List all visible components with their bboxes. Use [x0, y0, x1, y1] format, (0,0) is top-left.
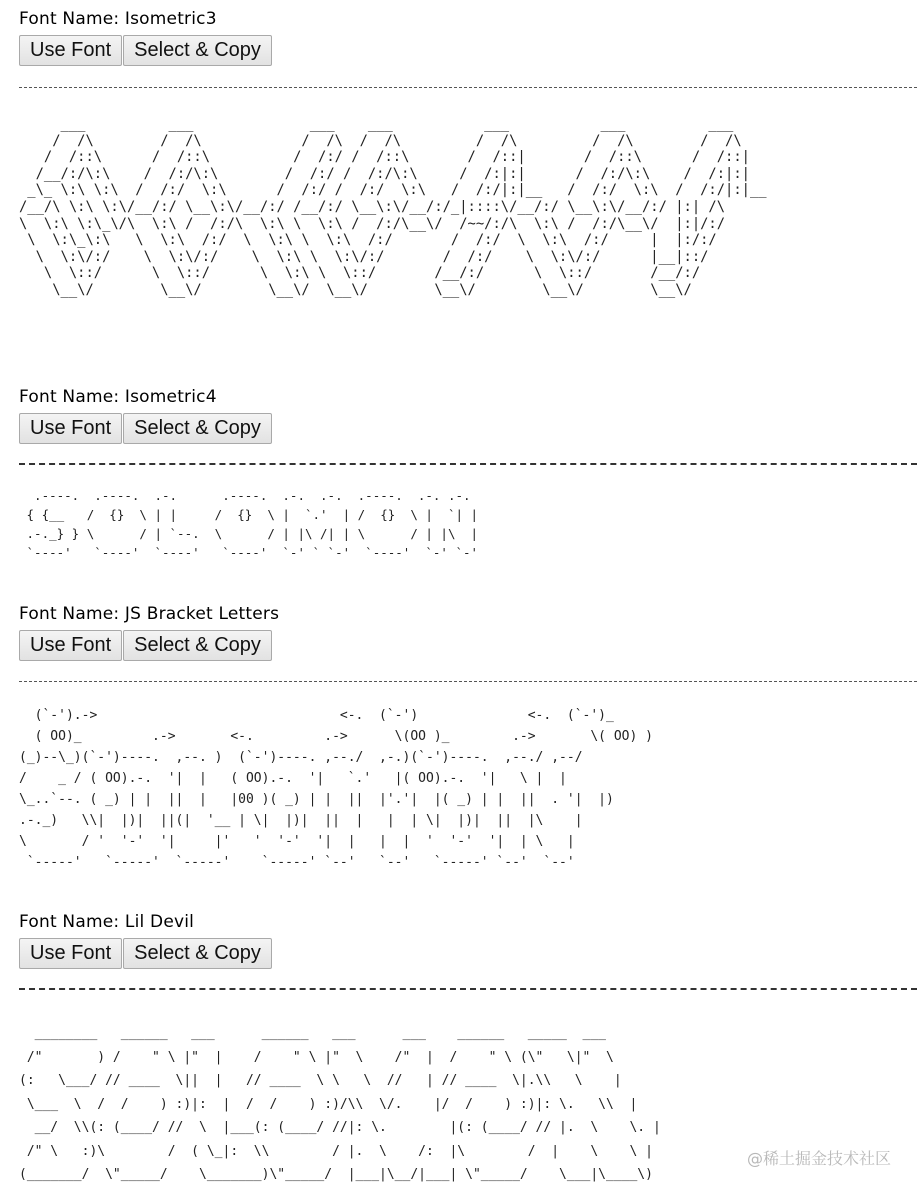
font-name-label: Font Name: Isometric4	[19, 387, 217, 407]
ascii-art-isometric3: ___ ___ ___ ___ ___ ___ ___ / /\ / /\ / /\ / /\ / /\ / /\ / /\ / /::\ / /::\ / /:/ / /::\ / /::| / /::\ / /::| /__/:/\:\ / /:/\:\ / /:/ / /:/\:\ / /:|:| / /:/\:\ / /:|:| _\_ \:\ \:\ / /:/ \:\ / /:/ / /:/ \:\ / /:/|:|__ / /:/ \:\ / /:/|:|__ /__/\ \:\ \:\/__/:/ \__\:\/__/:/ /__/:/ \__\:\/__/:/_|::::\/__/:/ \__\:\/__/:/ |:| /\ \ \:\ \:\_\/\ \:\ / /:/\ \:\ \ \:\ / /:/\__\/ /~~/:/\ \:\ / /:/\__\/ |:|/:/ \ \:\_\:\ \ \:\ /:/ \ \:\ \ \:\ /:/ / /:/ \ \:\ /:/ | |:/:/ \ \:\/:/ \ \:\/:/ \ \:\ \ \:\/:/ / /:/ \ \:\/:/ |__|::/ \ \::/ \ \::/ \ \:\ \ \::/ /__/:/ \ \::/ /__/:/ \__\/ \__\/ \__\/ \__\/ \__\/ \__\/ \__\/	[19, 116, 767, 298]
separator	[19, 681, 917, 682]
separator	[19, 463, 917, 465]
font-entry-isometric3	[19, 9, 273, 66]
font-name-label: Font Name: Isometric3	[19, 9, 217, 29]
use-font-button[interactable]: Use Font	[19, 35, 122, 66]
ascii-art-lil-devil: ________ ______ ___ ______ ___ ___ ______ _____ ___ /" ) / " \ |" | / " \ |" \ /" | / " \ (\" \|" \ (: \___/ // ____ \|| | // ____ \ \ \ // | // ____ \|.\\ \ | \___ \ / / ) :)|: | / / ) :)/\\ \/. |/ / ) :)|: \. \\ | __/ \\(: (____/ // \ |___(: (____/ //|: \. |(: (____/ // |. \ \. | /" \ :)\ / ( \_|: \\ / |. \ /: |\ / | \ \ | (_______/ \"_____/ \_______)\"_____/ |___|\__/|___| \"_____/ \___|\____\)	[19, 1026, 661, 1182]
font-entry-js-bracket-letters	[19, 604, 279, 661]
separator	[19, 87, 917, 88]
font-actions	[19, 35, 273, 66]
ascii-art-isometric4: .----. .----. .-. .----. .-. .-. .----. .-. .-. { {__ / {} \ | | / {} \ | `.' | / {} \ | `| | .-._} } \ / | `--. \ / | |\ /| | \ / | |\ | `----' `----' `----' `----' `-' ` `-' `----' `-' `-'	[26, 488, 479, 560]
font-name-label: Font Name: Lil Devil	[19, 912, 195, 932]
select-copy-button[interactable]: Select & Copy	[123, 35, 272, 66]
watermark: @稀土掘金技术社区	[746, 1149, 891, 1168]
select-copy-button[interactable]: Select & Copy	[123, 413, 272, 444]
select-copy-button[interactable]: Select & Copy	[123, 630, 272, 661]
font-actions	[19, 938, 273, 969]
font-entry-lil-devil	[19, 912, 273, 969]
ascii-art-js-bracket-letters: (`-').-> <-. (`-') <-. (`-')_ ( OO)_ .-> <-. .-> \(OO )_ .-> \( OO) ) (_)--\_)(`-')----. ,--. ) (`-')----. ,--./ ,-.)(`-')----. ,--./ ,--/ / _ / ( OO).-. '| | ( OO).-. '| `.' |( OO).-. '| \ | | \_..`--. ( _) | | || | |00 )( _) | | || |'.'| |( _) | | || . '| |) .-._) \\| |)| ||(| '__ | \| |)| || | | | \| |)| || |\ | \ / ' '-' '| |' ' '-' '| | | | ' '-' '| | \ | `-----' `-----' `-----' `-----' `--' `--' `-----' `--' `--'	[19, 708, 653, 870]
font-entry-isometric4	[19, 387, 273, 444]
separator	[19, 988, 917, 990]
use-font-button[interactable]: Use Font	[19, 630, 122, 661]
select-copy-button[interactable]: Select & Copy	[123, 938, 272, 969]
use-font-button[interactable]: Use Font	[19, 938, 122, 969]
font-actions	[19, 413, 273, 444]
font-name-label: Font Name: JS Bracket Letters	[19, 604, 280, 624]
font-actions	[19, 630, 279, 661]
use-font-button[interactable]: Use Font	[19, 413, 122, 444]
